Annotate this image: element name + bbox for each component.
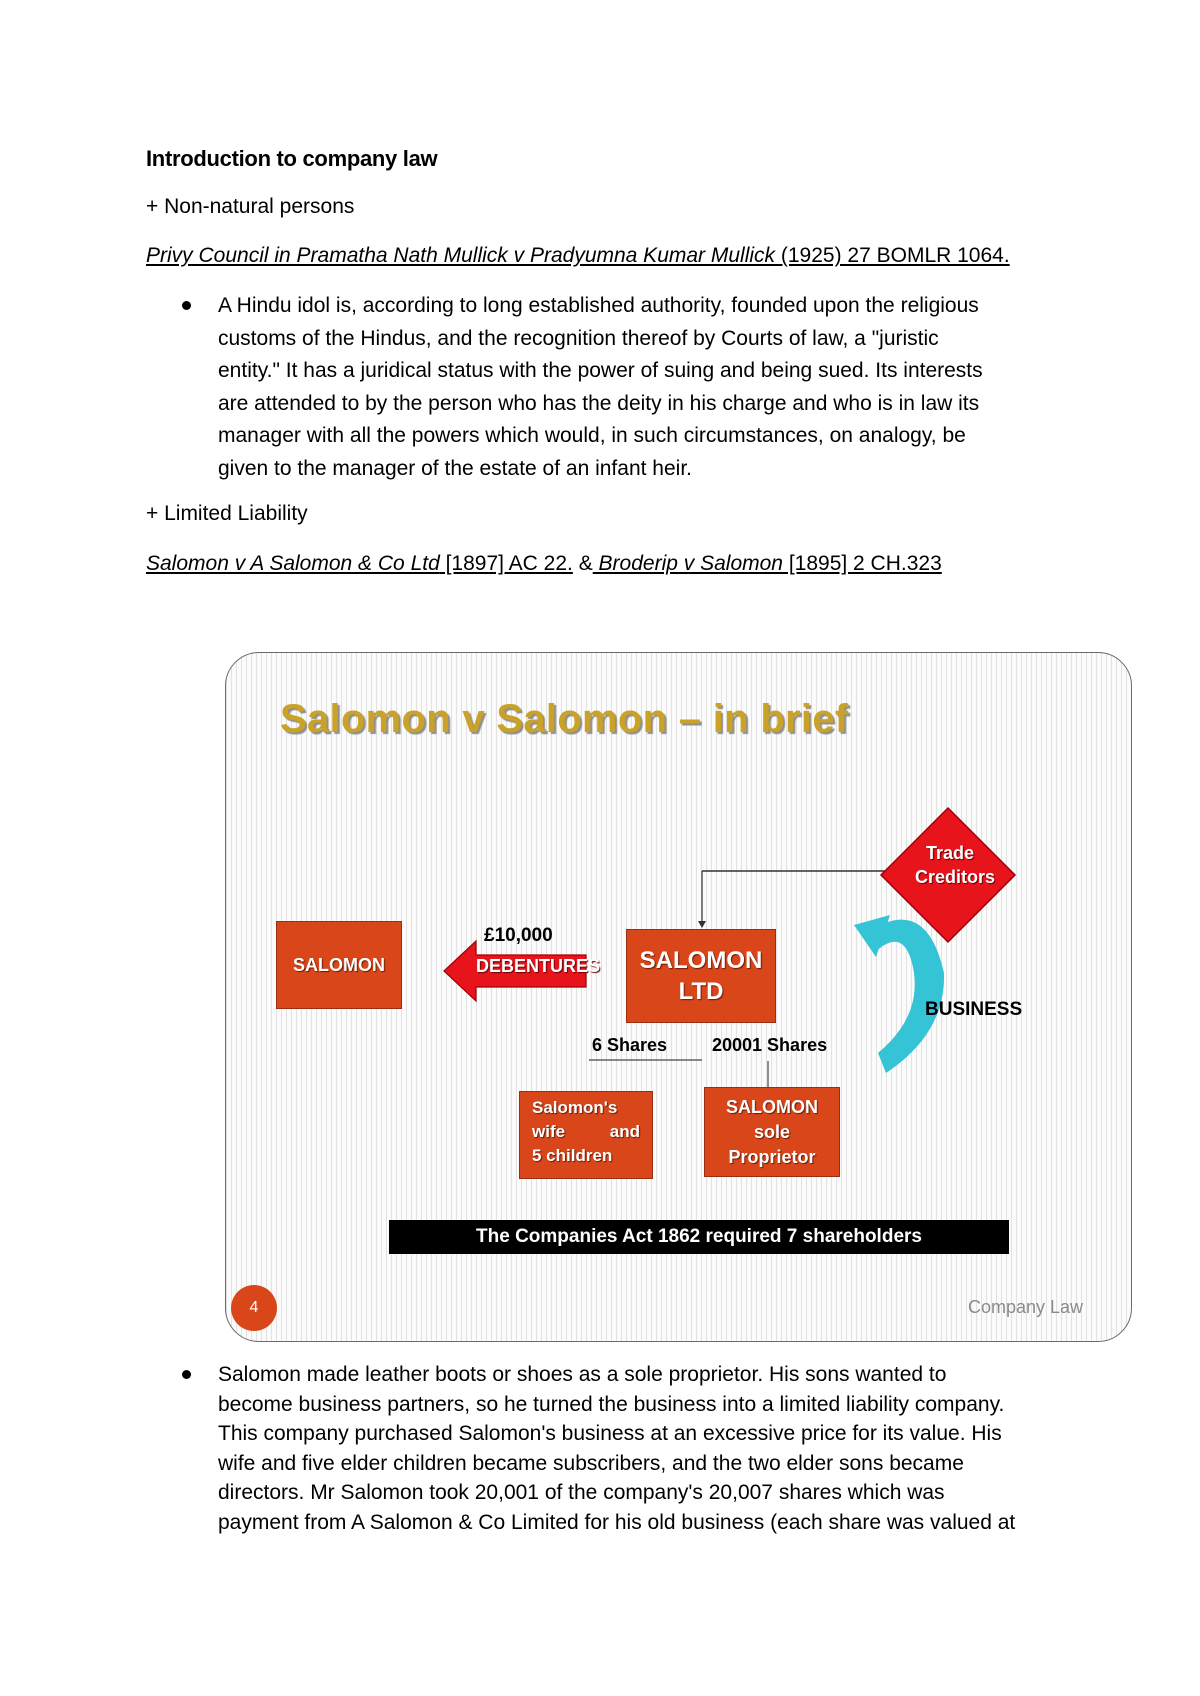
text-line: customs of the Hindus, and the recognition thereof by Courts of law, a "juristic [218, 326, 939, 350]
ampersand: & [572, 552, 593, 575]
text-line: Salomon made leather boots or shoes as a sole proprietor. His sons wanted to [218, 1363, 947, 1386]
trade-label-line: Creditors [915, 867, 996, 887]
wife-line: 5 children [532, 1146, 613, 1165]
section-non-natural-persons: + Non-natural persons [146, 195, 355, 218]
salomon-slide [225, 652, 1132, 1342]
text-line: A Hindu idol is, according to long established authority, founded upon the religious [218, 294, 979, 317]
salomon-ltd-line: LTD [678, 978, 724, 1005]
trade-creditors-label [915, 841, 996, 889]
case-name-broderip: Broderip v Salomon [592, 552, 783, 575]
companies-act-banner: The Companies Act 1862 required 7 shareholders [389, 1220, 1009, 1254]
slide-title: Salomon v Salomon – in brief [280, 697, 849, 741]
text-line: manager with all the powers which would, in such circumstances, on analogy, be [218, 424, 966, 447]
case-citation-mullick [146, 244, 1010, 268]
salomon-sole-proprietor-box [704, 1087, 840, 1177]
bullet-dot-icon [182, 301, 191, 310]
amount-label: £10,000 [484, 925, 553, 946]
bullet-text [218, 290, 1076, 485]
text-line: directors. Mr Salomon took 20,001 of the company's 20,007 shares which was [218, 1481, 945, 1504]
six-shares-label: 6 Shares [592, 1035, 668, 1055]
text-line: given to the manager of the estate of an infant heir. [218, 456, 692, 480]
text-line: wife and five elder children became subscribers, and the two elder sons became [218, 1451, 964, 1475]
case-reference-broderip: [1895] 2 CH.323 [782, 552, 942, 575]
case-name-salomon: Salomon v A Salomon & Co Ltd [146, 552, 440, 575]
business-label: BUSINESS [925, 999, 1023, 1020]
text-line: become business partners, so he turned the business into a limited liability company. [218, 1392, 1005, 1416]
bullet-hindu-idol [146, 290, 1076, 485]
text-line: payment from A Salomon & Co Limited for his old business (each share was valued at [218, 1510, 1016, 1534]
case-reference-mullick: (1925) 27 BOMLR 1064. [775, 244, 1010, 267]
sole-line: SALOMON [726, 1096, 818, 1117]
connector-arrowhead [698, 921, 706, 928]
case-reference-salomon: [1897] AC 22. [439, 552, 573, 575]
document-heading: Introduction to company law [146, 146, 438, 171]
text-line: This company purchased Salomon's business at an excessive price for its value. His [218, 1422, 1002, 1445]
wife-children-box [519, 1091, 653, 1179]
case-citation-salomon [146, 552, 942, 576]
wife-word: wife [532, 1122, 566, 1141]
case-name-mullick: Privy Council in Pramatha Nath Mullick v Pradyumna Kumar Mullick [146, 244, 776, 267]
salomon-ltd-box [626, 929, 776, 1023]
twenty-thousand-one-shares-label: 20001 Shares [712, 1035, 828, 1055]
salomon-box: SALOMON [276, 921, 402, 1009]
section-limited-liability: + Limited Liability [146, 502, 308, 525]
bullet-text [218, 1360, 1076, 1537]
and-word: and [609, 1122, 640, 1141]
slide-page-number: 4 [231, 1285, 277, 1331]
bullet-salomon-facts [146, 1360, 1076, 1537]
slide-footer-label: Company Law [968, 1297, 1084, 1317]
sole-line: Proprietor [728, 1146, 816, 1167]
text-line: are attended to by the person who has the deity in his charge and who is in law its [218, 391, 980, 415]
sole-line: sole [753, 1121, 791, 1142]
debentures-label: DEBENTURES [476, 956, 601, 976]
bullet-dot-icon [182, 1370, 191, 1379]
text-line: entity." It has a juridical status with the power of suing and being sued. Its interests [218, 359, 983, 382]
wife-line: Salomon's [532, 1098, 618, 1117]
salomon-ltd-line: SALOMON [639, 947, 763, 974]
wife-line [532, 1120, 640, 1144]
trade-label-line: Trade [925, 843, 975, 863]
